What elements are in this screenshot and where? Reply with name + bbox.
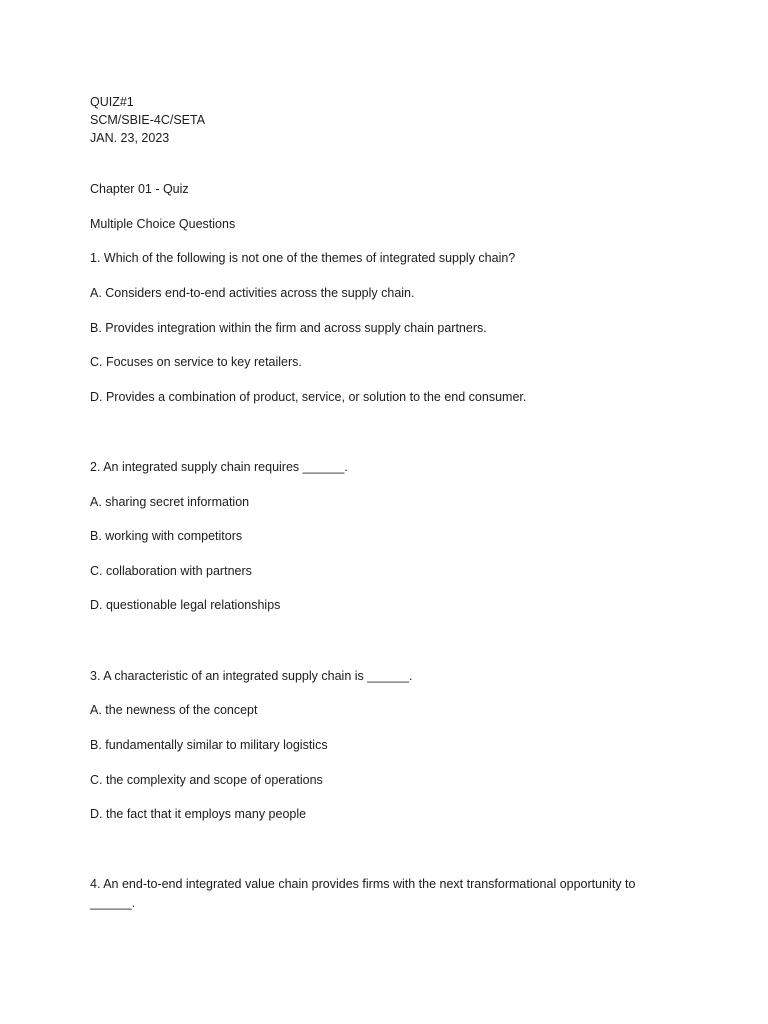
question-2-choice-c: C. collaboration with partners xyxy=(90,564,252,578)
course-code: SCM/SBIE-4C/SETA xyxy=(90,113,206,127)
quiz-date: JAN. 23, 2023 xyxy=(90,131,170,145)
question-1-choice-b: B. Provides integration within the firm and across supply chain partners. xyxy=(90,321,487,335)
question-2-choice-a: A. sharing secret information xyxy=(90,495,250,509)
chapter-title: Chapter 01 - Quiz xyxy=(90,182,189,196)
question-1-choice-a: A. Considers end-to-end activities across the supply chain. xyxy=(90,286,415,300)
question-1-prompt: 1. Which of the following is not one of the themes of integrated supply chain? xyxy=(90,251,516,265)
question-4-prompt: 4. An end-to-end integrated value chain provides firms with the next transformational opportunity to ______. xyxy=(90,877,636,910)
question-3-choice-a: A. the newness of the concept xyxy=(90,703,258,717)
question-1-choice-c: C. Focuses on service to key retailers. xyxy=(90,355,302,369)
question-3-choice-d: D. the fact that it employs many people xyxy=(90,807,307,821)
section-title: Multiple Choice Questions xyxy=(90,217,236,231)
question-3-prompt: 3. A characteristic of an integrated supply chain is ______. xyxy=(90,669,413,683)
question-2-choice-d: D. questionable legal relationships xyxy=(90,598,281,612)
question-3-choice-c: C. the complexity and scope of operations xyxy=(90,773,323,787)
question-3-choice-b: B. fundamentally similar to military logistics xyxy=(90,738,328,752)
question-2-prompt: 2. An integrated supply chain requires ______. xyxy=(90,460,348,474)
question-2-choice-b: B. working with competitors xyxy=(90,529,243,543)
quiz-number: QUIZ#1 xyxy=(90,95,134,109)
question-1-choice-d: D. Provides a combination of product, service, or solution to the end consumer. xyxy=(90,390,527,404)
